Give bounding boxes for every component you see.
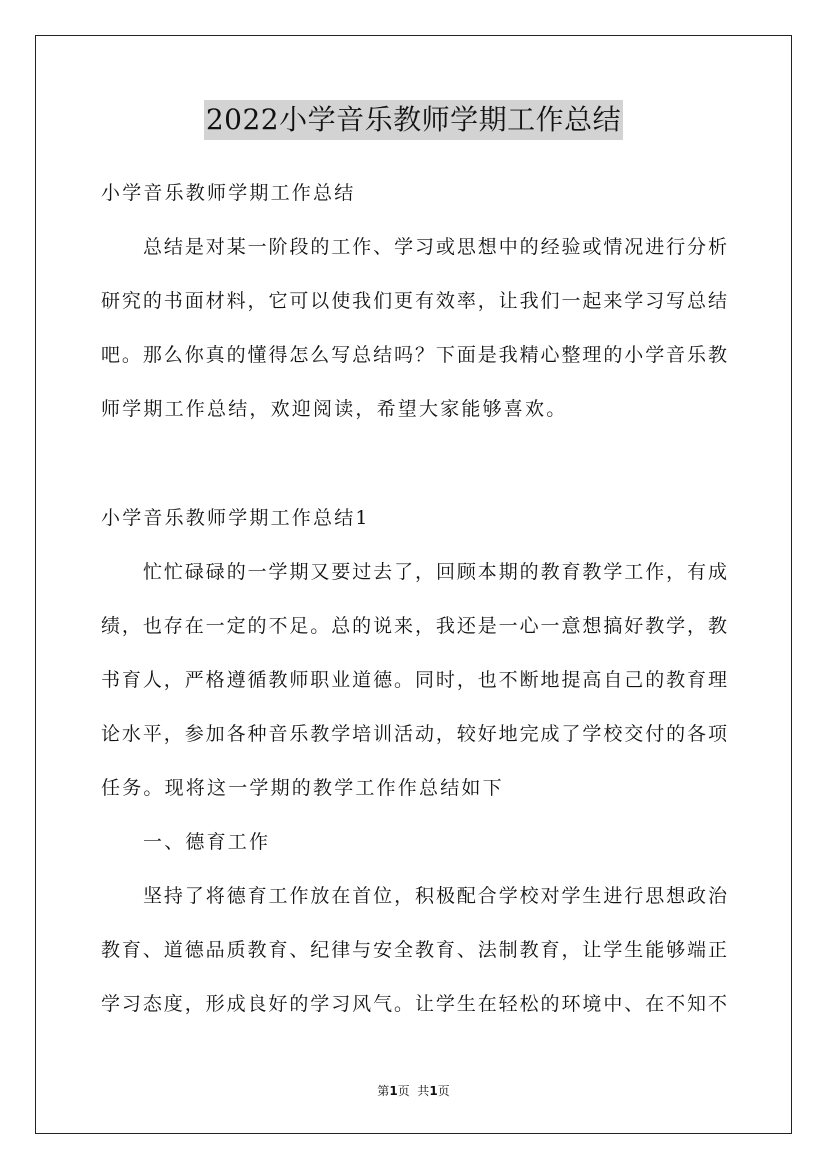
footer-page-current: 1 xyxy=(389,1084,398,1098)
section1-line-5: 任务。现将这一学期的教学工作作总结如下 xyxy=(101,777,504,799)
sub-heading-1: 一、德育工作 xyxy=(143,831,271,853)
section1-line-2: 绩，也存在一定的不足。总的说来，我还是一心一意想搞好教学，教 xyxy=(101,615,727,637)
footer-page-mid: 页 共 xyxy=(397,1084,430,1098)
sub1-line-3: 学习态度，形成良好的学习风气。让学生在轻松的环境中、在不知不 xyxy=(101,993,727,1015)
section1-heading: 小学音乐教师学期工作总结1 xyxy=(101,507,370,529)
section1-line-4: 论水平，参加各种音乐教学培训活动，较好地完成了学校交付的各项 xyxy=(101,723,727,745)
intro-line-1: 总结是对某一阶段的工作、学习或思想中的经验或情况进行分析 xyxy=(143,236,727,258)
intro-line-2: 研究的书面材料，它可以使我们更有效率，让我们一起来学习写总结 xyxy=(101,290,727,312)
sub1-line-2: 教育、道德品质教育、纪律与安全教育、法制教育，让学生能够端正 xyxy=(101,939,727,961)
document-title: 2022小学音乐教师学期工作总结 xyxy=(204,100,623,140)
page-footer xyxy=(0,1083,827,1099)
footer-page-suffix: 页 xyxy=(437,1084,450,1098)
section1-line-3: 书育人，严格遵循教师职业道德。同时，也不断地提高自己的教育理 xyxy=(101,669,727,691)
footer-page-prefix: 第 xyxy=(377,1084,390,1098)
title-container xyxy=(0,100,827,140)
document-subtitle: 小学音乐教师学期工作总结 xyxy=(101,182,356,204)
sub1-line-1: 坚持了将德育工作放在首位，积极配合学校对学生进行思想政治 xyxy=(143,885,727,907)
intro-line-3: 吧。那么你真的懂得怎么写总结吗？下面是我精心整理的小学音乐教 xyxy=(101,344,727,366)
intro-line-4: 师学期工作总结，欢迎阅读，希望大家能够喜欢。 xyxy=(101,398,568,420)
footer-page-total: 1 xyxy=(429,1084,438,1098)
section1-line-1: 忙忙碌碌的一学期又要过去了，回顾本期的教育教学工作，有成 xyxy=(143,561,727,583)
